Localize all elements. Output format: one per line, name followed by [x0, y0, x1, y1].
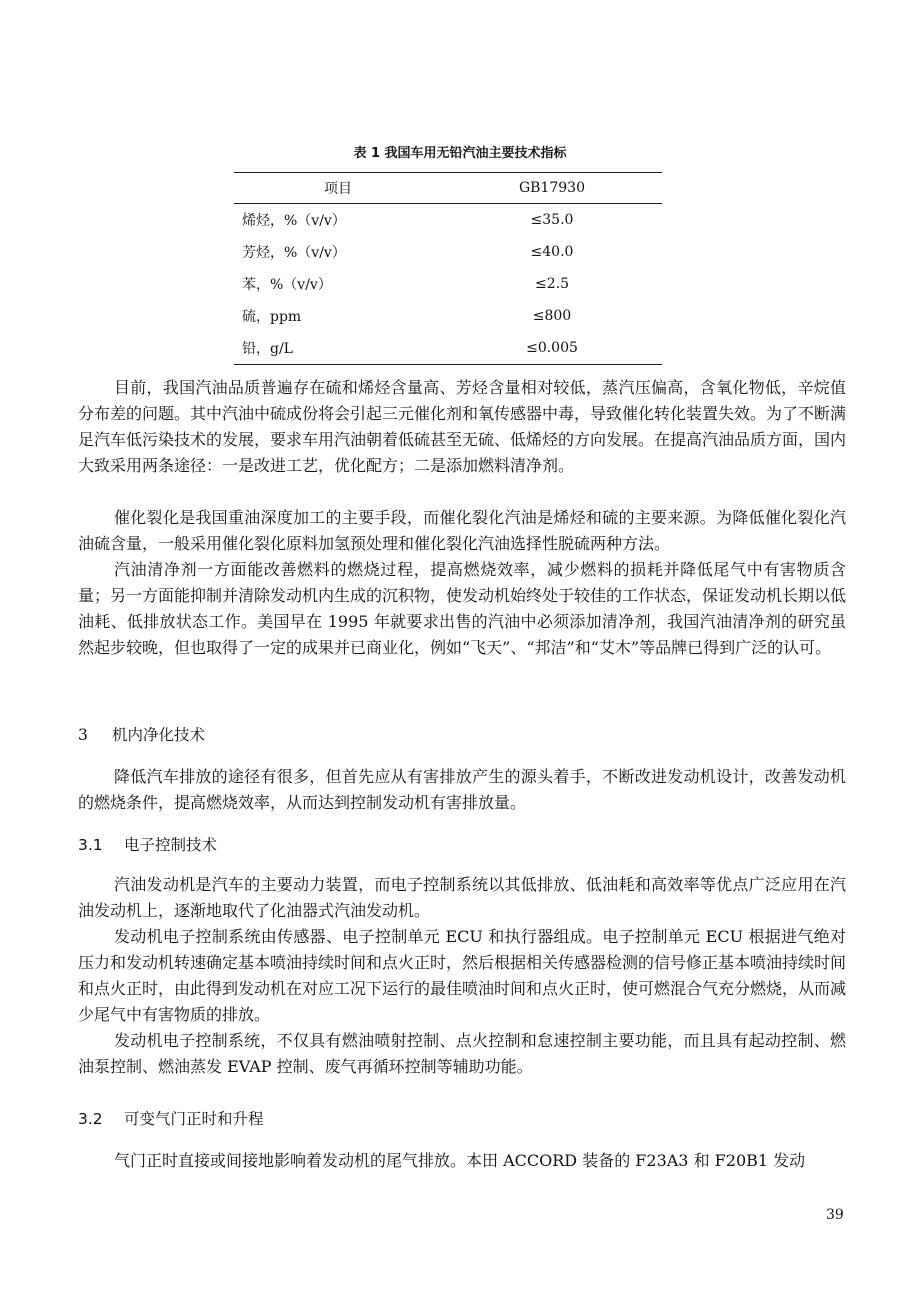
table-caption: 表 1 我国车用无铅汽油主要技术指标 [353, 146, 567, 161]
row-value: ≤0.005 [526, 340, 578, 356]
row-item: 烯烃，%（v/v） [242, 213, 346, 229]
paragraph-engine-design: 降低汽车排放的途径有很多，但首先应从有害排放产生的源头着手，不断改进发动机设计，改善发动机的燃烧条件，提高燃烧效率，从而达到控制发动机有害排放量。 [78, 767, 846, 812]
paragraph-control-functions: 发动机电子控制系统，不仅具有燃油喷射控制、点火控制和怠速控制主要功能，而且具有起动控制、燃油泵控制、燃油蒸发 EVAP 控制、废气再循环控制等辅助功能。 [78, 1031, 846, 1076]
section-heading-3 [78, 723, 205, 745]
section-number: 3.1 [78, 836, 103, 854]
spec-table [234, 172, 662, 365]
section-title: 可变气门正时和升程 [124, 1110, 264, 1128]
row-value: ≤800 [532, 308, 572, 324]
page-number: 39 [826, 1207, 844, 1223]
section-heading-3-1 [78, 833, 217, 855]
table-row [234, 332, 662, 365]
paragraph-detergent: 汽油清净剂一方面能改善燃料的燃烧过程，提高燃烧效率，减少燃料的损耗并降低尾气中有害物质含量；另一方面能抑制并清除发动机内生成的沉积物，使发动机始终处于较佳的工作状态，保证发动机长期以低油耗、低排放状态工作。美国早在 1995 年就要求出售的汽油中必须添加清净剂，我国汽油清净剂的研究虽然起步较晚，但也取得了一定的成果并已商业化，例如“飞天”、“邦洁”和“艾木”等品牌已得到广泛的认可。 [78, 560, 847, 657]
section-number: 3 [78, 726, 88, 744]
table-row [234, 268, 662, 300]
row-item: 铅，g/L [242, 341, 293, 357]
paragraph-gasoline-quality: 目前，我国汽油品质普遍存在硫和烯烃含量高、芳烃含量相对较低，蒸汽压偏高，含氧化物低，辛烷值分布差的问题。其中汽油中硫成份将会引起三元催化剂和氧传感器中毒，导致催化转化装置失效。为了不断满足汽车低污染技术的发展，要求车用汽油朝着低硫甚至无硫、低烯烃的方向发展。在提高汽油品质方面，国内大致采用两条途径：一是改进工艺，优化配方；二是添加燃料清净剂。 [78, 378, 847, 475]
row-item: 硫，ppm [242, 309, 302, 325]
paragraph-valve-timing: 气门正时直接或间接地影响着发动机的尾气排放。本田 ACCORD 装备的 F23A3 和 F20B1 发动 [114, 1151, 806, 1170]
section-title: 机内净化技术 [112, 726, 206, 744]
paragraph-ecu: 发动机电子控制系统由传感器、电子控制单元 ECU 和执行器组成。电子控制单元 ECU 根据进气绝对压力和发动机转速确定基本喷油持续时间和点火正时，然后根据相关传感器检测的信号修正基本喷油持续时间和点火正时，由此得到发动机在对应工况下运行的最佳喷油时间和点火正时，使可燃混合气充分燃烧，从而减少尾气中有害物质的排放。 [78, 927, 847, 1024]
section-number: 3.2 [78, 1110, 103, 1128]
section-title: 电子控制技术 [124, 836, 218, 854]
row-item: 芳烃，%（v/v） [242, 245, 346, 261]
header-item: 项目 [234, 173, 442, 204]
section-heading-3-2 [78, 1107, 264, 1129]
table-row [234, 236, 662, 268]
table-row [234, 204, 662, 237]
paragraph-electronic-control: 汽油发动机是汽车的主要动力装置，而电子控制系统以其低排放、低油耗和高效率等优点广泛应用在汽油发动机上，逐渐地取代了化油器式汽油发动机。 [78, 875, 846, 920]
row-value: ≤40.0 [530, 244, 574, 260]
row-item: 苯，%（v/v） [242, 277, 332, 293]
header-standard: GB17930 [442, 173, 662, 204]
row-value: ≤35.0 [530, 212, 574, 228]
table-row [234, 300, 662, 332]
paragraph-catalytic-cracking: 催化裂化是我国重油深度加工的主要手段，而催化裂化汽油是烯烃和硫的主要来源。为降低催化裂化汽油硫含量，一般采用催化裂化原料加氢预处理和催化裂化汽油选择性脱硫两种方法。 [78, 508, 846, 553]
row-value: ≤2.5 [535, 276, 569, 292]
table-header-row [234, 173, 662, 204]
